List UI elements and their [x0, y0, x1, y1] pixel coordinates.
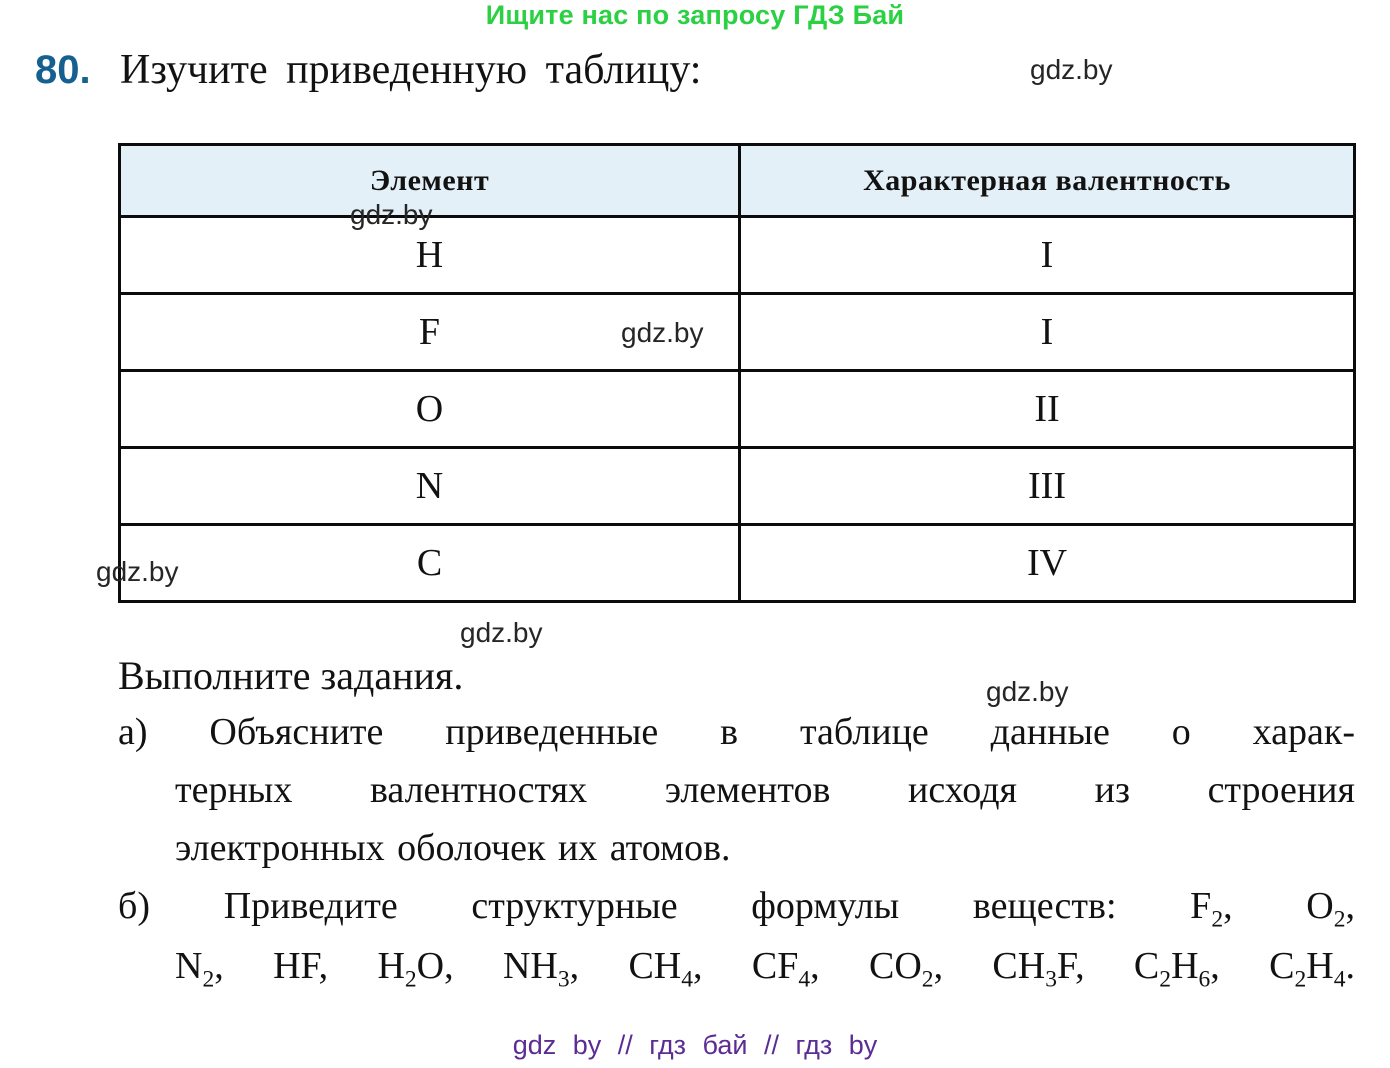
table-header-row [120, 145, 1355, 217]
subtitle: Выполните задания. [118, 653, 464, 698]
gdzby-watermark: gdz.by [96, 556, 179, 587]
task-line-text: $N_2$, HF, $H_2O$, $NH_3$, $CH_4$, $CF_4$, $CO_2$, $CH_3F$, $C_2H_6$, $C_2H_4$. [175, 945, 1355, 993]
table-row [120, 371, 1355, 448]
task-a-line-1 [118, 710, 1355, 756]
valence-cell: I [740, 217, 1355, 294]
valence-cell: II [740, 371, 1355, 448]
task-a-line-3 [175, 826, 731, 872]
table-header-valence: Характерная валентность [740, 145, 1355, 217]
gdzby-watermark: gdz.by [460, 617, 543, 648]
problem-number: 80. [35, 48, 91, 92]
element-cell: O [120, 371, 740, 448]
valence-cell: IV [740, 525, 1355, 602]
valence-cell: III [740, 448, 1355, 525]
task-a-line-2 [175, 768, 1355, 814]
table-row [120, 448, 1355, 525]
task-line-text: электронных оболочек их атомов. [175, 827, 731, 869]
table-header-element: Элемент [120, 145, 740, 217]
task-line-text: Приведите структурные формулы веществ: $F_2$, $O_2$, [223, 885, 1355, 933]
task-line-text: Объясните приведенные в таблице данные о харак- [209, 711, 1355, 753]
gdzby-watermark: gdz.by [986, 676, 1069, 707]
task-b-line-2 [175, 944, 1355, 993]
valence-cell: I [740, 294, 1355, 371]
element-cell: F [120, 294, 740, 371]
element-cell: N [120, 448, 740, 525]
gdzby-watermark: gdz.by [350, 199, 433, 230]
element-cell: C [120, 525, 740, 602]
problem-title: Изучите приведенную таблицу: [120, 47, 702, 93]
gdzby-watermark: gdz.by [1030, 54, 1113, 85]
task-a-label: а) [118, 711, 148, 753]
table-row [120, 294, 1355, 371]
element-cell: H [120, 217, 740, 294]
footer-watermark: gdz by // гдз бай // гдз by [512, 1030, 878, 1060]
gdzby-watermark: gdz.by [621, 317, 704, 348]
promo-banner: Ищите нас по запросу ГДЗ Бай [485, 0, 905, 30]
task-line-text: терных валентностях элементов исходя из строения [175, 769, 1355, 811]
table-row [120, 217, 1355, 294]
table-row [120, 525, 1355, 602]
valence-table [118, 143, 1356, 603]
task-b-line-1 [118, 884, 1355, 933]
task-b-label: б) [118, 885, 150, 927]
